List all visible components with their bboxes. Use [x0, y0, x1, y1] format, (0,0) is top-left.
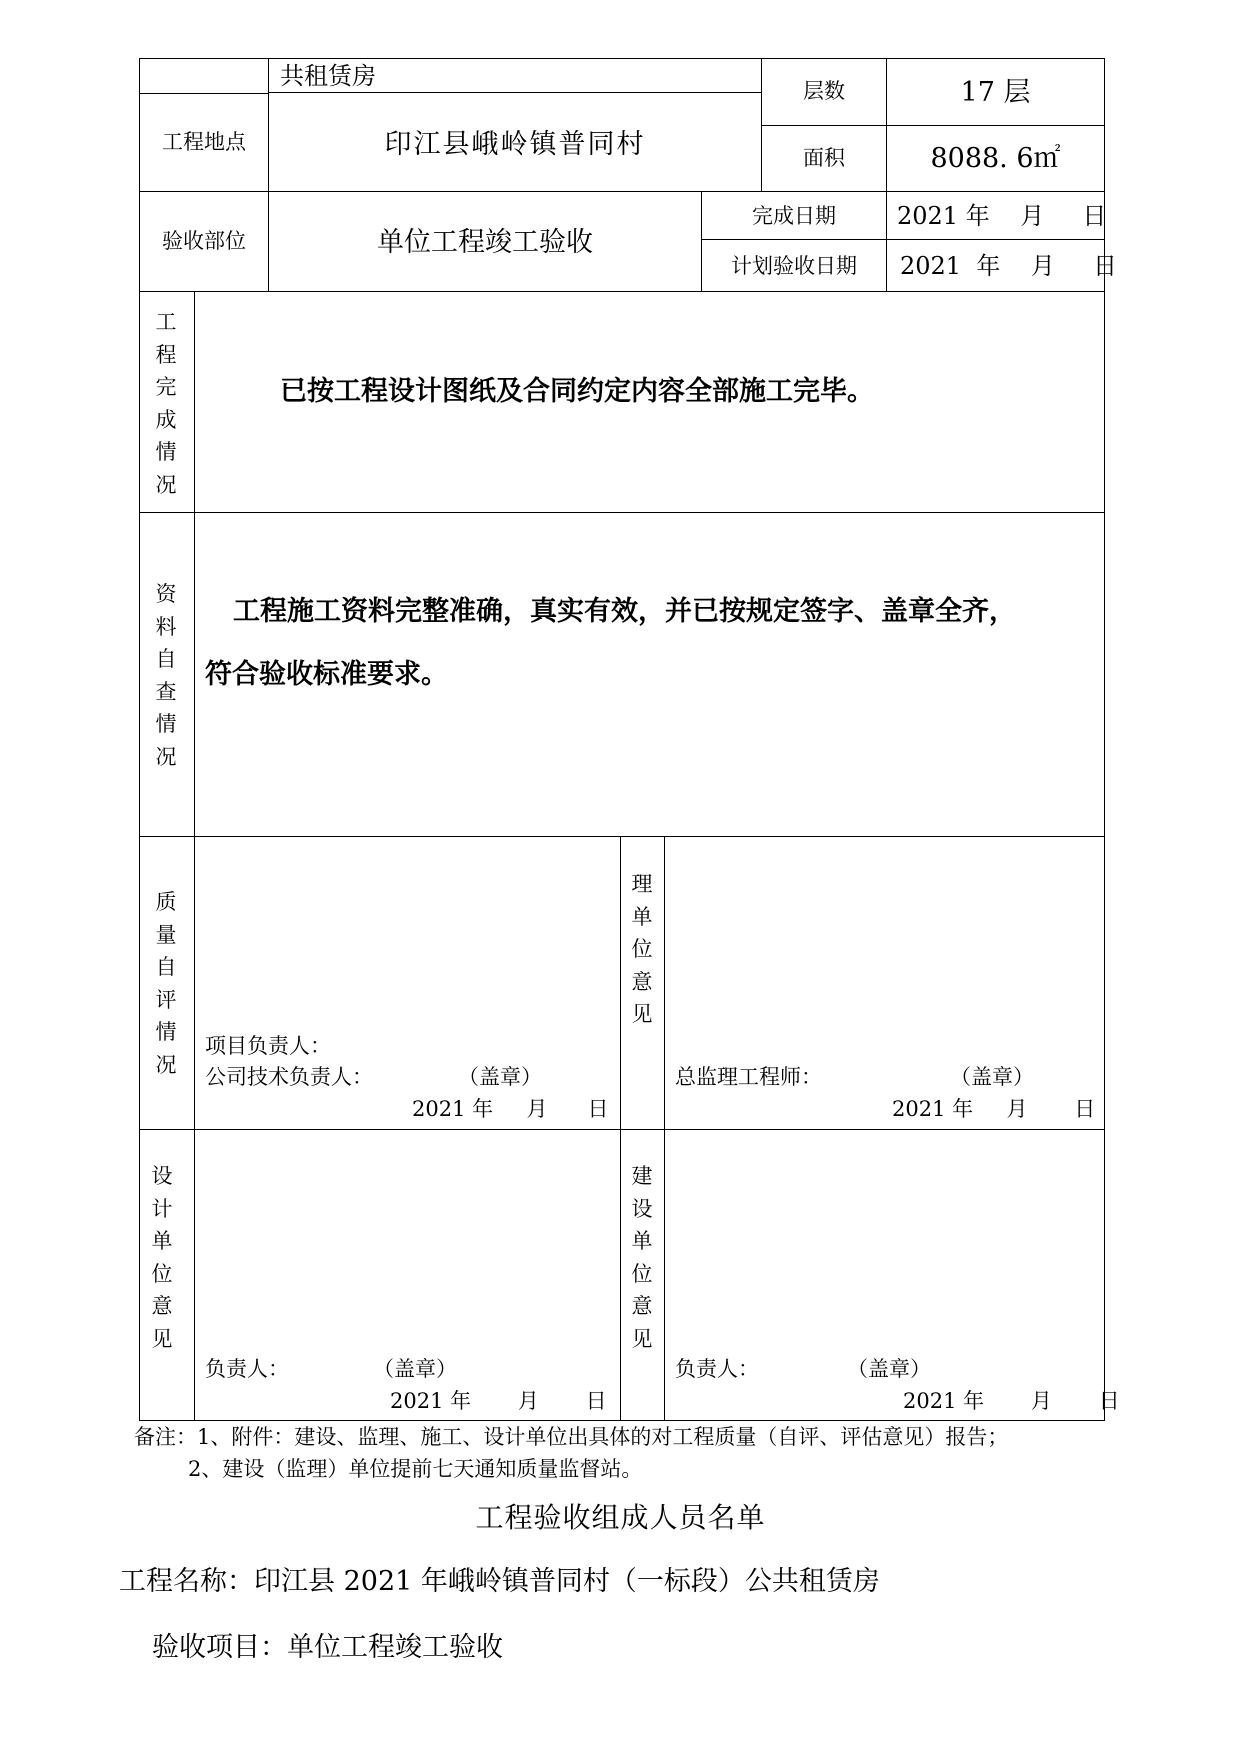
- quality-seal: （盖章）: [458, 1065, 542, 1089]
- rule: [139, 1129, 1105, 1130]
- selfcheck-line2: 符合验收标准要求。: [205, 659, 448, 690]
- label-char: 成: [155, 407, 177, 432]
- label-char: 设: [631, 1196, 653, 1221]
- project-name-line: 工程名称：印江县 2021 年峨岭镇普同村（一标段）公共租赁房: [119, 1566, 880, 1597]
- location-label: 工程地点: [162, 130, 246, 154]
- complete-date-value: 2021 年 月 日: [897, 202, 1107, 230]
- label-char: 见: [631, 1002, 653, 1026]
- plan-date-value: 2021 年 月 日: [900, 252, 1117, 280]
- label-char: 程: [155, 342, 177, 367]
- rule: [268, 58, 269, 292]
- label-char: 理: [631, 872, 653, 896]
- note-line-1: 备注：1、附件：建设、监理、施工、设计单位出具体的对工程质量（自评、评估意见）报告；: [134, 1425, 1009, 1449]
- label-char: 意: [631, 1294, 653, 1318]
- rule: [139, 1420, 1105, 1421]
- completion-label: [151, 306, 181, 501]
- project-name-fragment: 共租赁房: [280, 62, 376, 90]
- supervision-seal: （盖章）: [950, 1065, 1034, 1089]
- completion-text: 已按工程设计图纸及合同约定内容全部施工完毕。: [280, 376, 874, 407]
- design-leader-label: 负责人：: [205, 1357, 289, 1381]
- label-char: 单: [151, 1229, 173, 1253]
- chief-supervisor-label: 总监理工程师：: [675, 1065, 822, 1089]
- label-char: 评: [155, 987, 177, 1012]
- supervision-label: [627, 868, 657, 1031]
- construction-date: 2021 年 月 日: [903, 1389, 1120, 1413]
- label-char: 位: [151, 1261, 173, 1286]
- acceptance-item-line: 验收项目：单位工程竣工验收: [152, 1632, 503, 1663]
- label-char: 自: [155, 955, 177, 979]
- quality-label: [151, 886, 181, 1081]
- tech-leader-label: 公司技术负责人：: [205, 1065, 373, 1089]
- label-char: 位: [631, 1261, 653, 1286]
- area-value: 8088. 6㎡: [930, 143, 1061, 174]
- label-char: 位: [631, 937, 653, 961]
- rule: [194, 291, 195, 1421]
- rule: [139, 191, 1105, 192]
- label-char: 情: [155, 440, 177, 464]
- quality-date: 2021 年 月 日: [412, 1097, 609, 1121]
- label-char: 完: [155, 375, 177, 399]
- label-char: 单: [631, 904, 653, 929]
- part-value: 单位工程竣工验收: [377, 227, 593, 258]
- label-char: 况: [155, 1052, 177, 1077]
- rule: [139, 512, 1105, 513]
- members-heading: 工程验收组成人员名单: [475, 1501, 766, 1534]
- project-leader-label: 项目负责人：: [205, 1034, 331, 1058]
- part-label: 验收部位: [162, 229, 246, 253]
- label-char: 况: [155, 472, 177, 497]
- label-char: 意: [631, 969, 653, 994]
- label-char: 意: [151, 1294, 173, 1318]
- label-char: 计: [151, 1196, 173, 1221]
- location-value: 印江县峨岭镇普同村: [384, 129, 646, 160]
- label-char: 自: [155, 647, 177, 671]
- label-char: 情: [155, 712, 177, 736]
- label-char: 见: [151, 1326, 173, 1351]
- layers-value: 17 层: [960, 77, 1031, 108]
- rule: [268, 92, 761, 93]
- design-label: [147, 1160, 177, 1355]
- design-date: 2021 年 月 日: [390, 1389, 607, 1413]
- construction-label: [627, 1160, 657, 1355]
- rule: [139, 93, 269, 94]
- area-label: 面积: [803, 146, 845, 170]
- rule: [761, 125, 1105, 126]
- rule: [701, 239, 1105, 240]
- rule: [139, 291, 1105, 292]
- rule: [139, 836, 1105, 837]
- label-char: 见: [631, 1326, 653, 1351]
- label-char: 工: [155, 310, 177, 334]
- label-char: 质: [155, 890, 177, 914]
- selfcheck-label: [151, 578, 181, 773]
- design-seal: （盖章）: [373, 1357, 457, 1381]
- label-char: 料: [155, 614, 177, 639]
- rule: [664, 836, 665, 1421]
- rule: [620, 836, 621, 1421]
- complete-date-label: 完成日期: [752, 204, 836, 228]
- label-char: 建: [631, 1164, 653, 1188]
- label-char: 单: [631, 1229, 653, 1253]
- label-char: 资: [155, 582, 177, 606]
- plan-date-label: 计划验收日期: [731, 254, 857, 278]
- layers-label: 层数: [803, 79, 845, 103]
- construction-seal: （盖章）: [847, 1357, 931, 1381]
- rule: [761, 58, 762, 192]
- label-char: 设: [151, 1164, 173, 1188]
- note-line-2: 2、建设（监理）单位提前七天通知质量监督站。: [188, 1457, 643, 1481]
- rule: [139, 58, 1105, 59]
- construction-leader-label: 负责人：: [675, 1357, 759, 1381]
- rule: [139, 58, 140, 1421]
- selfcheck-line1: 工程施工资料完整准确，真实有效，并已按规定签字、盖章全齐，: [233, 596, 1016, 627]
- label-char: 量: [155, 922, 177, 947]
- supervision-date: 2021 年 月 日: [892, 1097, 1096, 1121]
- label-char: 查: [155, 679, 177, 704]
- label-char: 况: [155, 744, 177, 769]
- label-char: 情: [155, 1020, 177, 1044]
